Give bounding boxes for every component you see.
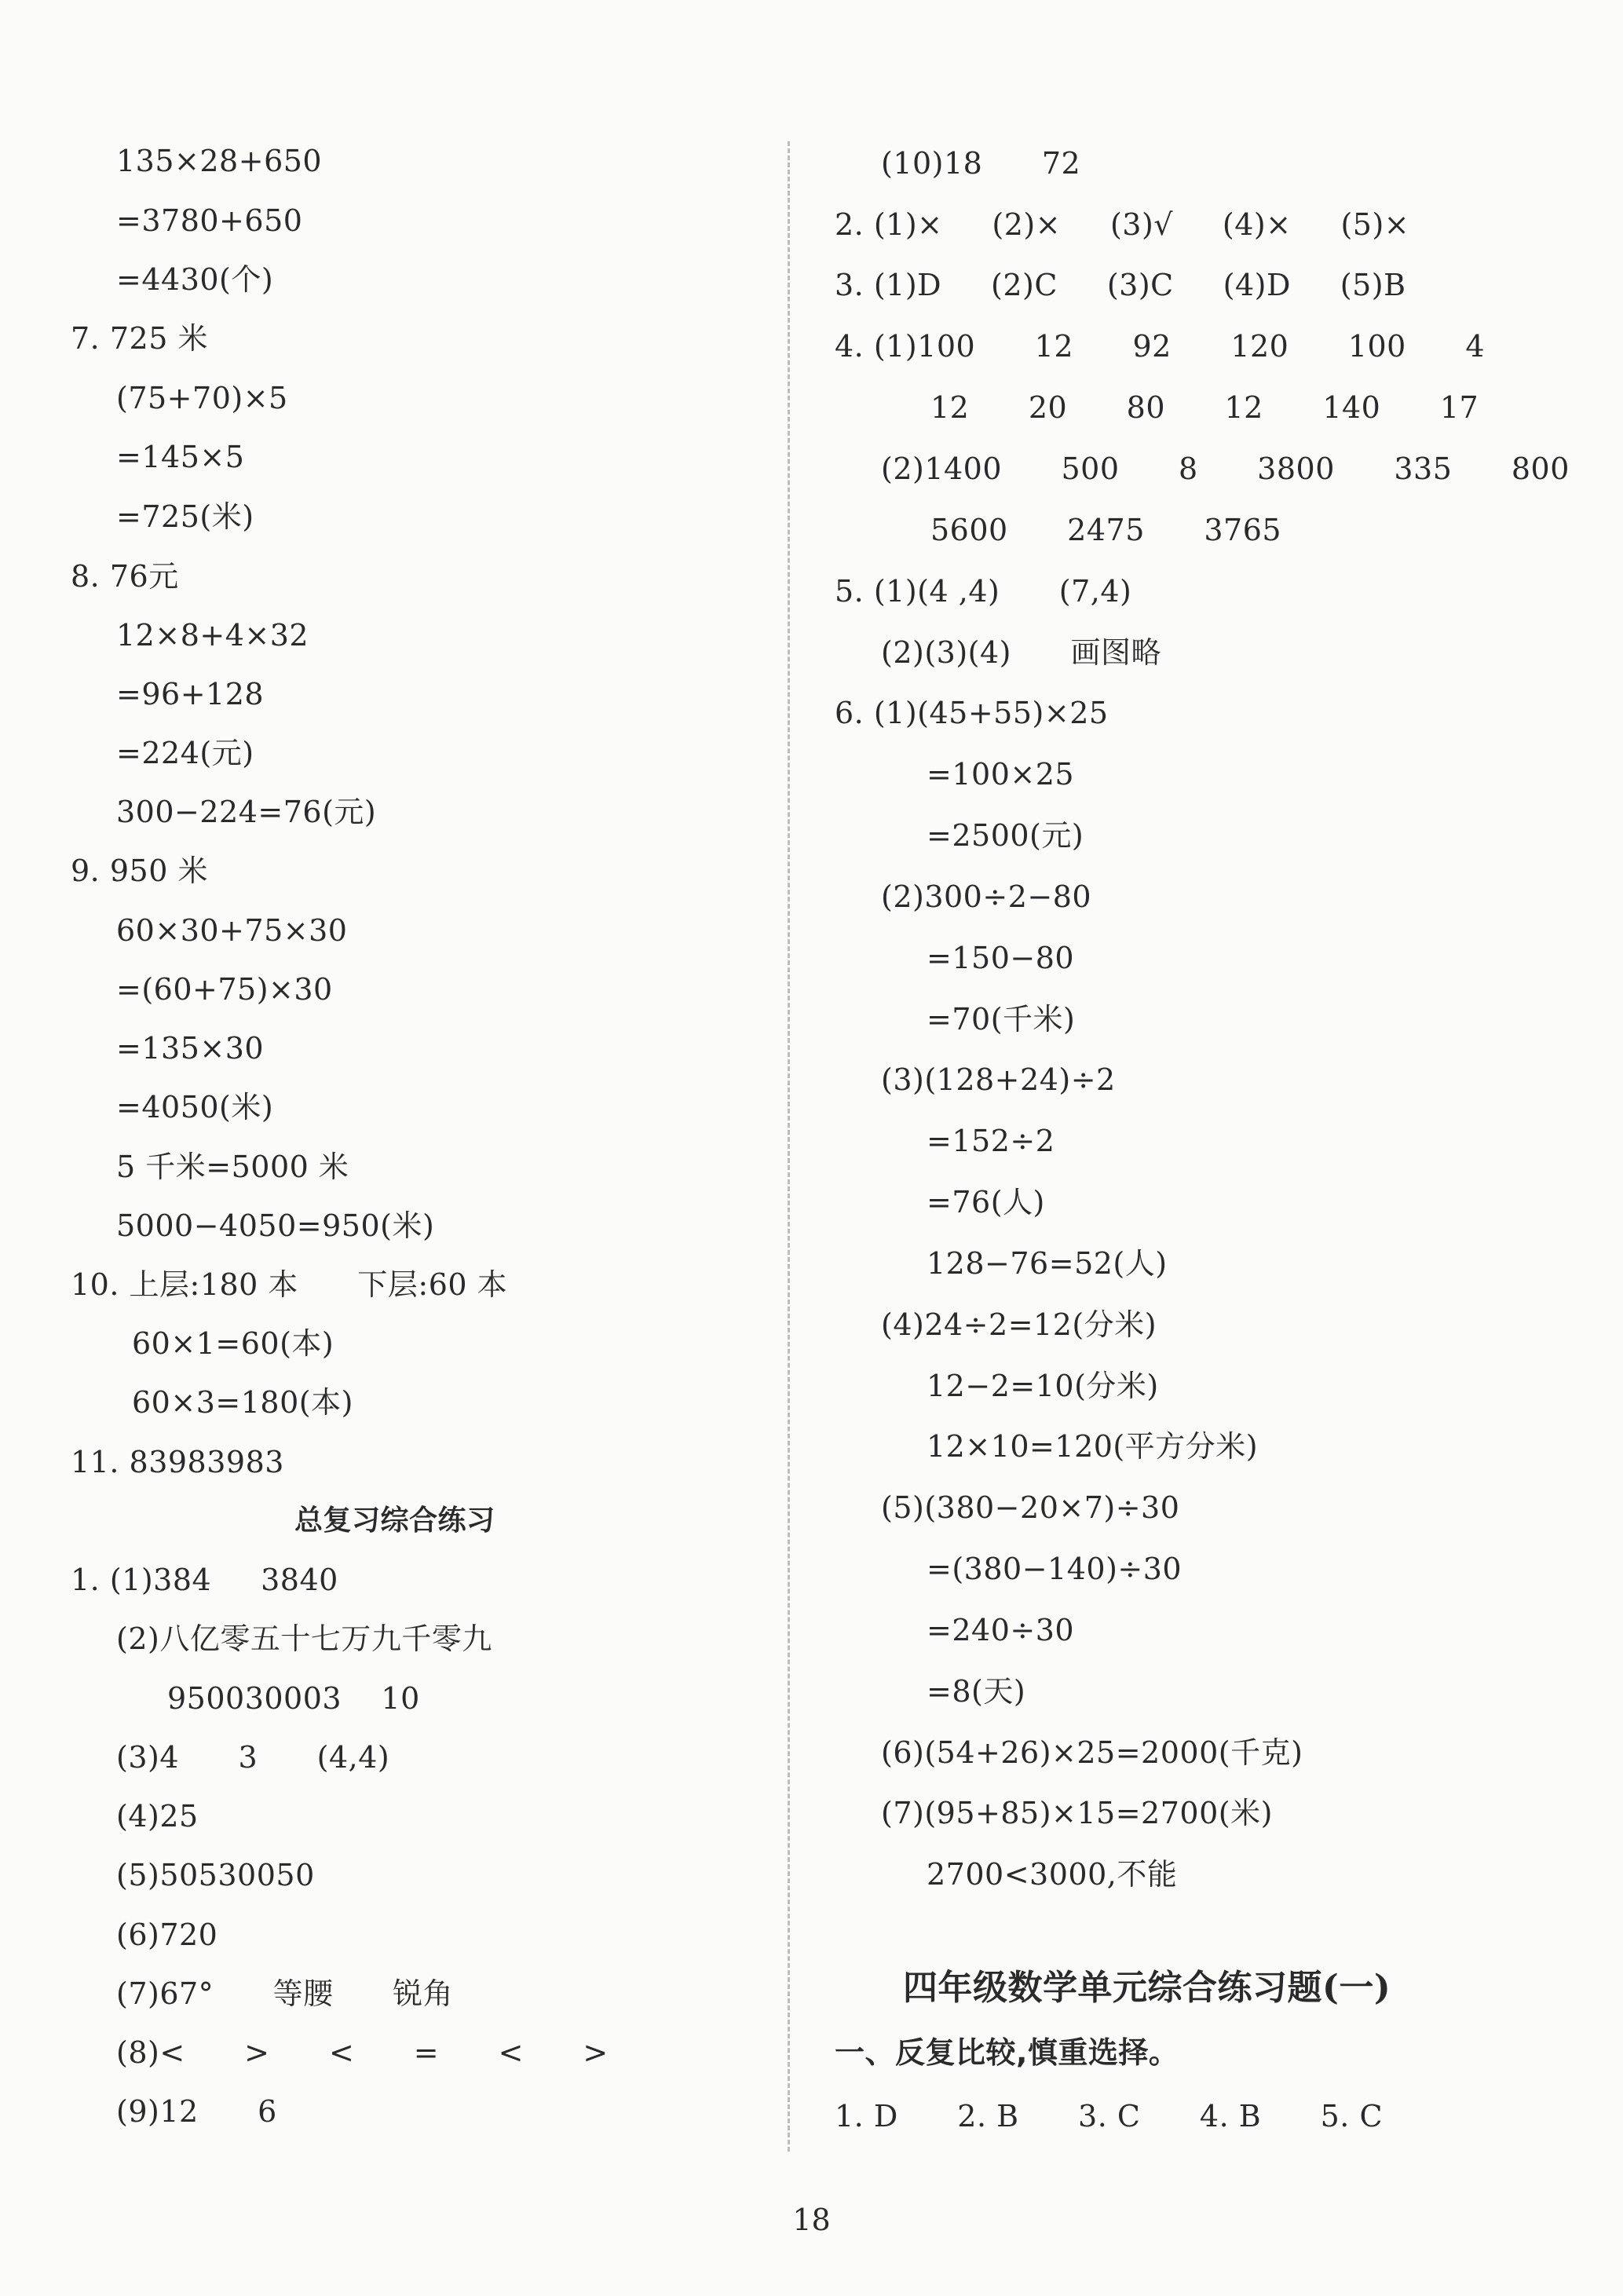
- text-line: =3780+650: [116, 203, 303, 238]
- text-line: =96+128: [116, 677, 265, 711]
- text-line: 1. D 2. B 3. C 4. B 5. C: [835, 2099, 1384, 2133]
- text-line: 12−2=10(分米): [927, 1369, 1159, 1403]
- text-line: 10. 上层:180 本 下层:60 本: [71, 1267, 508, 1302]
- text-line: (10)18 72: [881, 146, 1081, 181]
- text-line: 128−76=52(人): [927, 1246, 1168, 1281]
- text-line: (5)(380−20×7)÷30: [881, 1490, 1180, 1525]
- text-line: (8)< > < = < >: [116, 2035, 609, 2070]
- text-line: (2)300÷2−80: [881, 879, 1092, 914]
- text-line: =(60+75)×30: [116, 972, 333, 1007]
- text-line: (7)(95+85)×15=2700(米): [881, 1796, 1273, 1830]
- text-line: 950030003 10: [167, 1681, 420, 1716]
- text-line: 12×10=120(平方分米): [927, 1429, 1259, 1464]
- text-line: 6. (1)(45+55)×25: [835, 696, 1109, 730]
- text-line: =224(元): [116, 736, 254, 770]
- text-line: =(380−140)÷30: [927, 1552, 1183, 1586]
- text-line: (2)八亿零五十七万九千零九: [116, 1621, 492, 1656]
- text-line: 7. 725 米: [71, 321, 208, 356]
- text-line: =100×25: [927, 757, 1075, 792]
- text-line: =76(人): [927, 1185, 1045, 1219]
- text-line: =4430(个): [116, 262, 274, 297]
- text-line: =145×5: [116, 440, 245, 474]
- sub-heading: 一、反复比较,慎重选择。: [835, 2035, 1179, 2070]
- text-line: 5600 2475 3765: [930, 513, 1282, 547]
- text-line: 60×1=60(本): [132, 1326, 334, 1361]
- text-line: =725(米): [116, 499, 254, 534]
- section-title: 四年级数学单元综合练习题(一): [903, 1968, 1391, 2008]
- text-line: 300−224=76(元): [116, 795, 377, 829]
- column-divider: [788, 141, 790, 2152]
- text-line: (9)12 6: [116, 2094, 277, 2129]
- text-line: =4050(米): [116, 1090, 274, 1124]
- text-line: (4)24÷2=12(分米): [881, 1307, 1157, 1342]
- text-line: (4)25: [116, 1799, 199, 1834]
- text-line: 9. 950 米: [71, 854, 208, 888]
- text-line: (2)1400 500 8 3800 335 800: [881, 452, 1570, 486]
- text-line: (6)720: [116, 1918, 218, 1952]
- text-line: =150−80: [927, 941, 1075, 975]
- text-line: 5000−4050=950(米): [116, 1208, 435, 1243]
- text-line: (7)67° 等腰 锐角: [116, 1976, 454, 2011]
- text-line: =8(天): [927, 1674, 1026, 1709]
- page-number: 18: [792, 2203, 831, 2237]
- text-line: (2)(3)(4) 画图略: [881, 635, 1161, 670]
- text-line: 3. (1)D (2)C (3)C (4)D (5)B: [835, 268, 1406, 302]
- text-line: 5 千米=5000 米: [116, 1150, 349, 1184]
- text-line: 8. 76元: [71, 559, 179, 594]
- text-line: =240÷30: [927, 1613, 1075, 1647]
- text-line: (3)4 3 (4,4): [116, 1740, 390, 1775]
- text-line: 135×28+650: [116, 144, 323, 178]
- text-line: 11. 83983983: [71, 1445, 284, 1479]
- text-line: 2. (1)× (2)× (3)√ (4)× (5)×: [835, 207, 1410, 242]
- text-line: =135×30: [116, 1031, 265, 1066]
- text-line: 1. (1)384 3840: [71, 1563, 338, 1597]
- text-line: 60×30+75×30: [116, 913, 348, 948]
- text-line: 5. (1)(4 ,4) (7,4): [835, 574, 1132, 609]
- text-line: (5)50530050: [116, 1858, 315, 1892]
- section-heading: 总复习综合练习: [294, 1504, 495, 1537]
- text-line: =2500(元): [927, 818, 1084, 853]
- text-line: =152÷2: [927, 1124, 1055, 1158]
- text-line: 60×3=180(本): [132, 1385, 353, 1420]
- text-line: 12 20 80 12 140 17: [930, 390, 1479, 425]
- text-line: =70(千米): [927, 1002, 1076, 1036]
- text-line: 4. (1)100 12 92 120 100 4: [835, 329, 1486, 364]
- text-line: 2700<3000,不能: [927, 1857, 1178, 1892]
- text-line: (75+70)×5: [116, 381, 288, 415]
- text-line: (6)(54+26)×25=2000(千克): [881, 1735, 1303, 1770]
- text-line: 12×8+4×32: [116, 618, 309, 653]
- text-line: (3)(128+24)÷2: [881, 1062, 1116, 1097]
